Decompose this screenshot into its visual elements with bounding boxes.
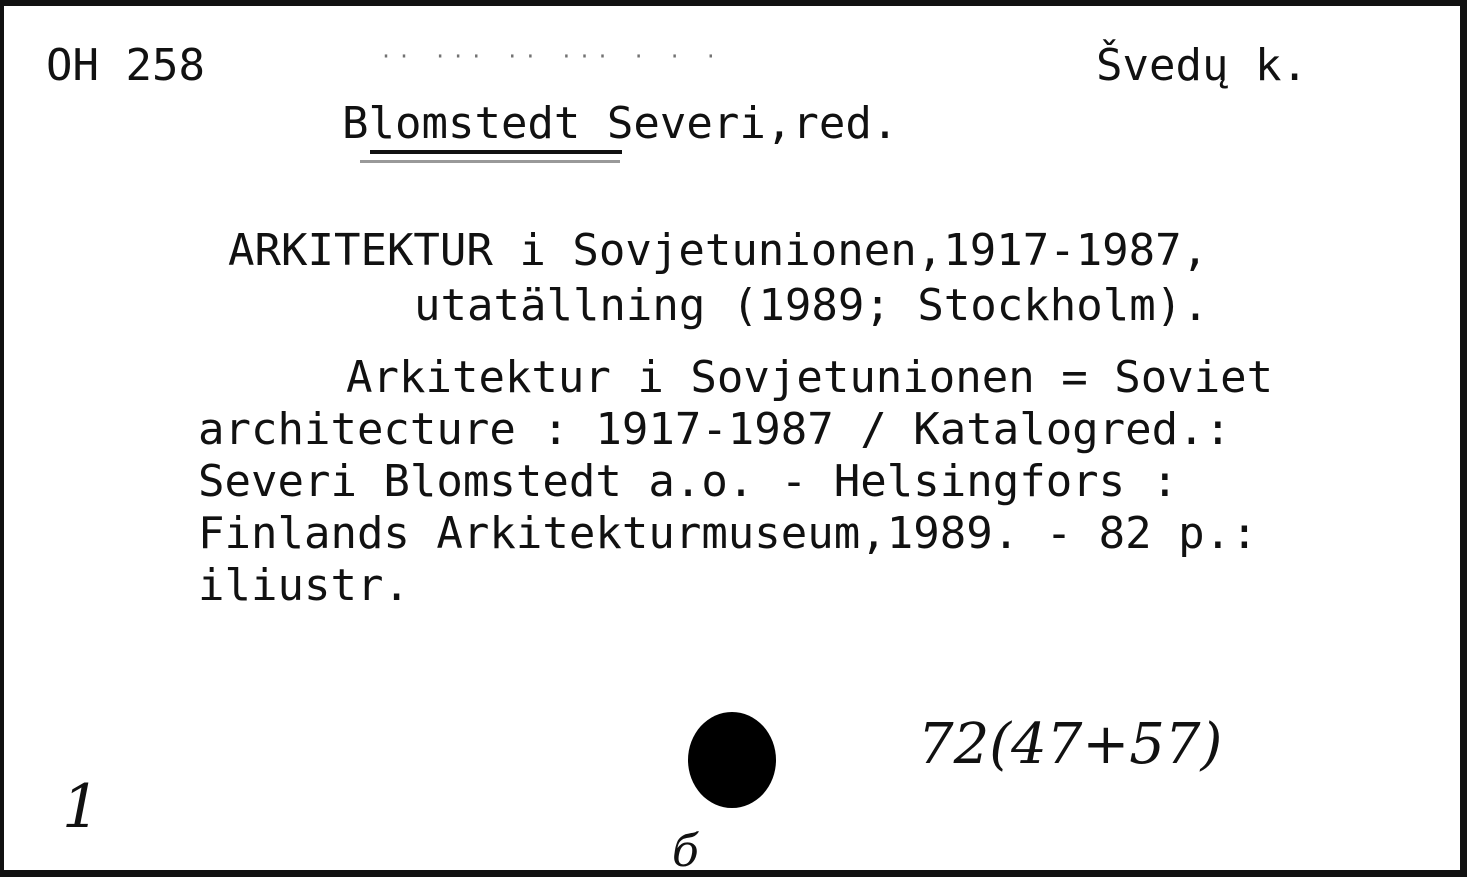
handwritten-card-number: 1	[62, 772, 101, 842]
body-line-1: Arkitektur i Sovjetunionen = Soviet	[346, 352, 1274, 403]
author-underline	[370, 150, 622, 154]
author-underline-shadow	[360, 160, 620, 163]
body-line-5: iliustr.	[198, 560, 410, 611]
card-border-left	[0, 0, 4, 877]
handwritten-mark: б	[672, 826, 699, 877]
body-line-4: Finlands Arkitekturmuseum,1989. - 82 p.:	[198, 508, 1258, 559]
handwritten-classification: 72(47+57)	[918, 712, 1223, 777]
department-label: Švedų k.	[1096, 40, 1308, 91]
body-line-3: Severi Blomstedt a.o. - Helsingfors :	[198, 456, 1179, 507]
faint-marks: ·· ··· ·· ··· · · ·	[380, 44, 723, 68]
punch-hole	[688, 712, 776, 808]
author-heading: Blomstedt Severi,red.	[342, 98, 899, 149]
card-border-top	[0, 0, 1467, 6]
card-border-right	[1460, 0, 1467, 877]
title-heading-line-2: utatällning (1989; Stockholm).	[414, 280, 1209, 331]
card-border-bottom	[0, 870, 1467, 877]
title-heading-line-1: ARKITEKTUR i Sovjetunionen,1917-1987,	[228, 225, 1209, 276]
call-number: OH 258	[46, 40, 205, 91]
body-line-2: architecture : 1917-1987 / Katalogred.:	[198, 404, 1232, 455]
